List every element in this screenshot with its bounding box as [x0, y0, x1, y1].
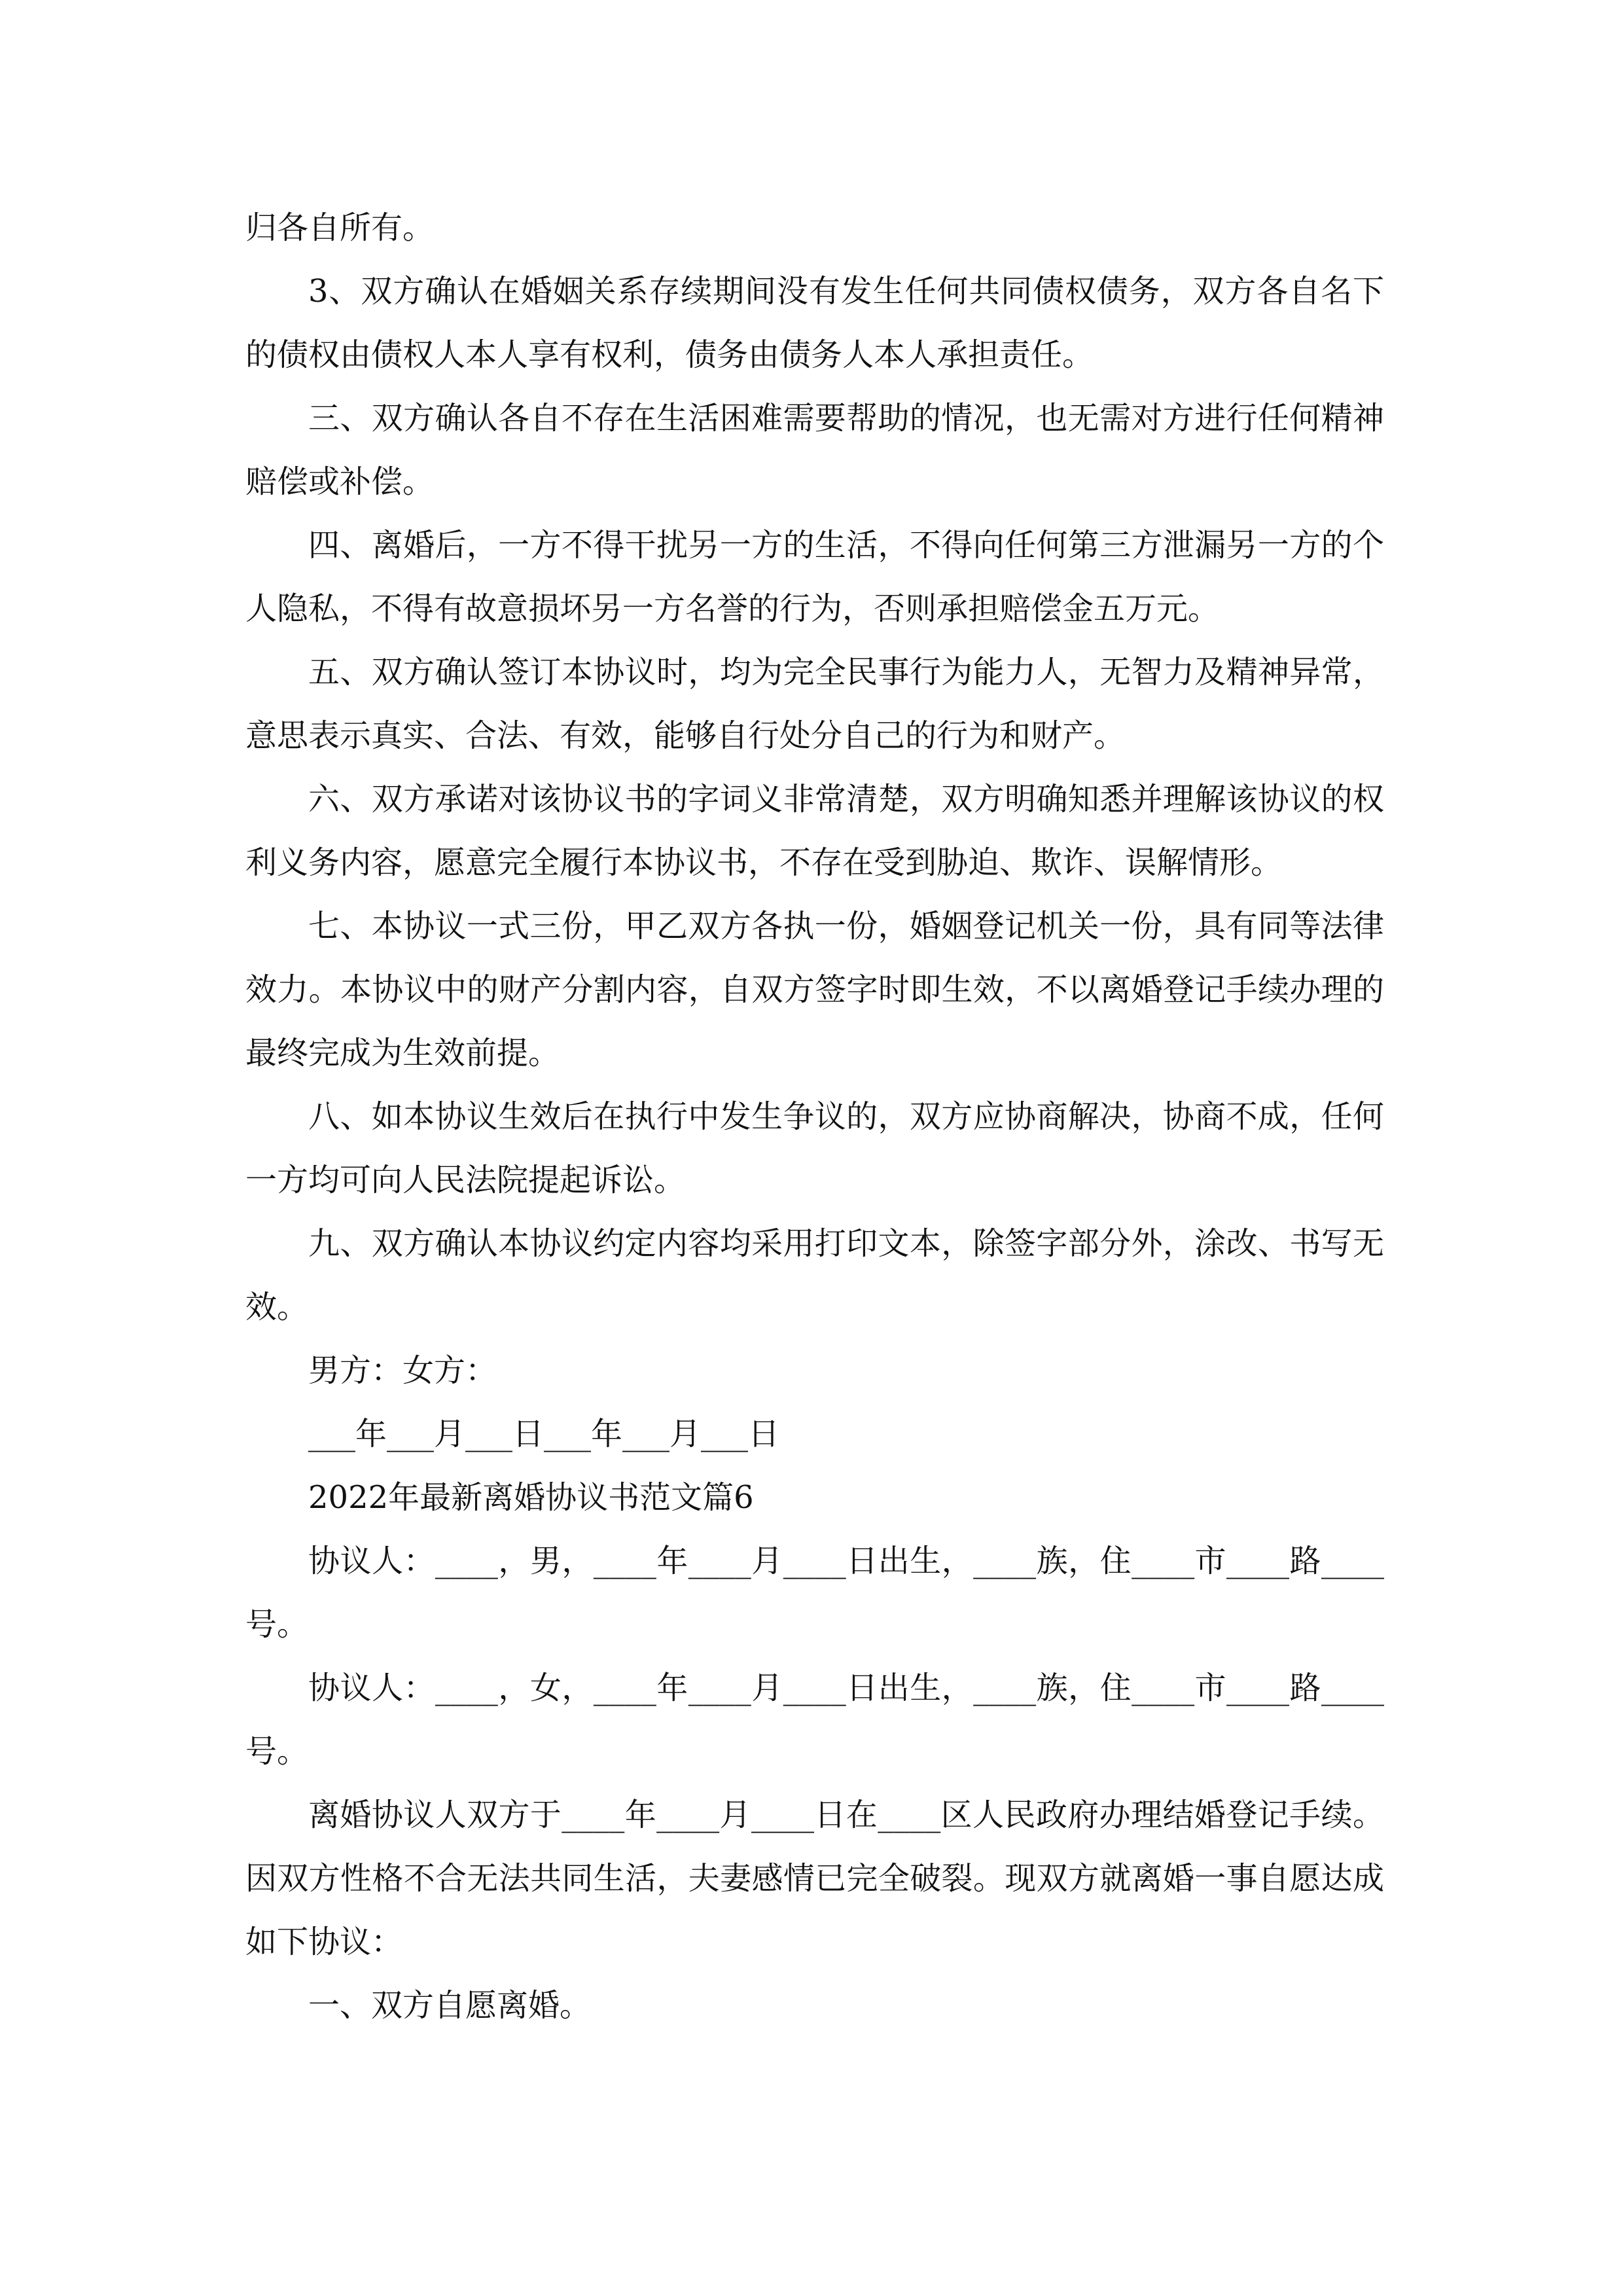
document-body	[245, 196, 1384, 2037]
paragraph-clause-four: 四、离婚后，一方不得干扰另一方的生活，不得向任何第三方泄漏另一方的个人隐私，不得有故意损坏另一方名誉的行为，否则承担赔偿金五万元。	[245, 527, 1384, 627]
paragraph-clause-six: 六、双方承诺对该协议书的字词义非常清楚，双方明确知悉并理解该协议的权利义务内容，愿意完全履行本协议书，不存在受到胁迫、欺诈、误解情形。	[245, 781, 1384, 881]
paragraph-clause-five: 五、双方确认签订本协议时，均为完全民事行为能力人，无智力及精神异常，意思表示真实、合法、有效，能够自行处分自己的行为和财产。	[245, 654, 1384, 754]
party-male-line: 协议人：____，男，____年____月____日出生，____族，住____市____路____号。	[245, 1543, 1384, 1643]
paragraph-clause-three: 三、双方确认各自不存在生活困难需要帮助的情况，也无需对方进行任何精神赔偿或补偿。	[245, 400, 1384, 500]
paragraph-clause-eight: 八、如本协议生效后在执行中发生争议的，双方应协商解决，协商不成，任何一方均可向人民法院提起诉讼。	[245, 1098, 1384, 1198]
paragraph-clause-seven: 七、本协议一式三份，甲乙双方各执一份，婚姻登记机关一份，具有同等法律效力。本协议中的财产分割内容，自双方签字时即生效，不以离婚登记手续办理的最终完成为生效前提。	[245, 908, 1384, 1071]
paragraph-clause-one: 一、双方自愿离婚。	[308, 1987, 592, 2024]
section-title: 2022年最新离婚协议书范文篇6	[308, 1479, 754, 1516]
paragraph-clause-nine: 九、双方确认本协议约定内容均采用打印文本，除签字部分外，涂改、书写无效。	[245, 1225, 1384, 1325]
paragraph-property-ownership-end: 归各自所有。	[245, 209, 435, 246]
paragraph-debt-clause: 3、双方确认在婚姻关系存续期间没有发生任何共同债权债务，双方各自名下的债权由债权人本人享有权利，债务由债务人本人承担责任。	[245, 273, 1384, 373]
party-female-line: 协议人：____，女，____年____月____日出生，____族，住____市____路____号。	[245, 1670, 1384, 1770]
date-line: ___年___月___日___年___月___日	[308, 1416, 780, 1452]
signature-line: 男方：女方：	[308, 1352, 497, 1389]
paragraph-marriage-registration: 离婚协议人双方于____年____月____日在____区人民政府办理结婚登记手续。因双方性格不合无法共同生活，夫妻感情已完全破裂。现双方就离婚一事自愿达成如下协议：	[245, 1797, 1384, 1960]
